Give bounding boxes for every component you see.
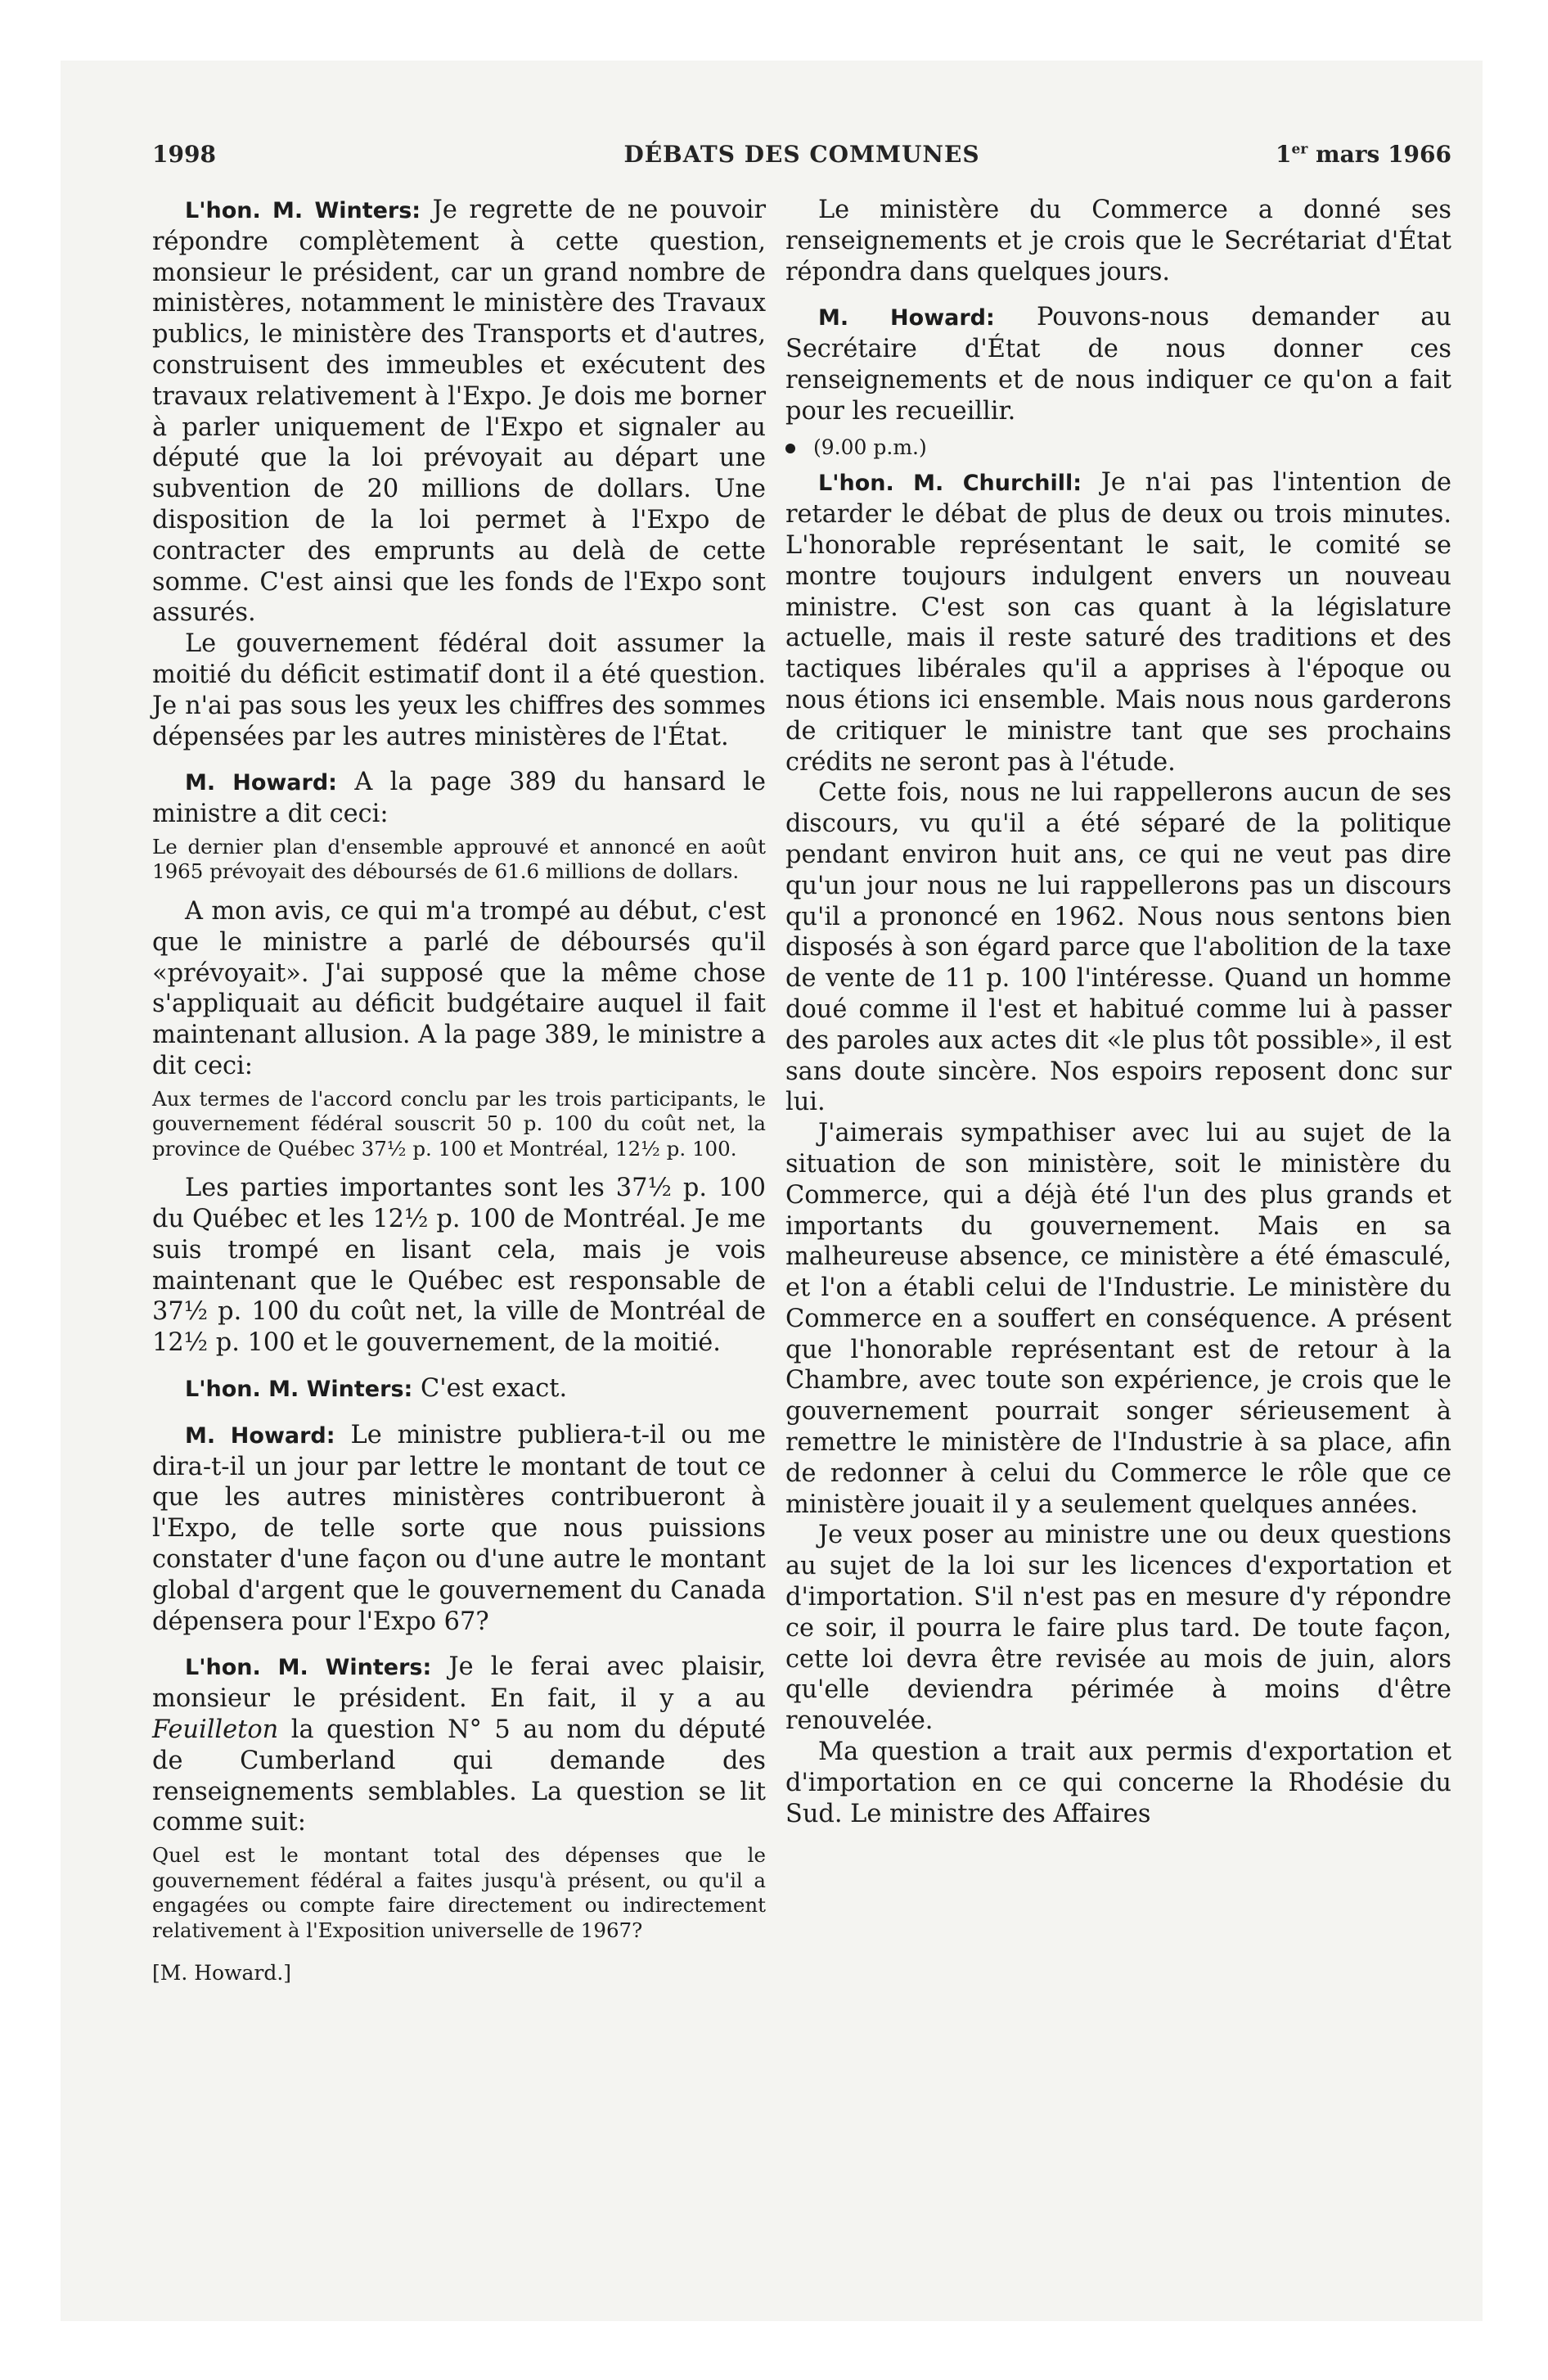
italic-title: Feuilleton	[152, 1715, 279, 1744]
speaker-name: L'hon. M. Winters:	[185, 1655, 432, 1681]
time-marker	[785, 432, 1451, 463]
paragraph: Les parties importantes sont les 37½ p. 100 du Québec et les 12½ p. 100 de Montréal. Je me suis trompé en lisant cela, mais je vois maintenant que le Québec est responsable de 37½ p. 100 du coût net, la ville de Montréal de 12½ p. 100 et le gouvernement, de la moitié.	[152, 1174, 766, 1358]
paragraph-text: la question N° 5 au nom du député de Cumberland qui demande des renseignements semblables. La question se lit comme suit:	[152, 1715, 766, 1837]
block-quote: Quel est le montant total des dépenses que le gouvernement fédéral a faites jusqu'à présent, ou qu'il a engagées ou compte faire directement ou indirectement relativement à l'Exposition universelle de 1967?	[152, 1843, 766, 1942]
paragraph: Ma question a trait aux permis d'exportation et d'importation en ce qui concerne la Rhodésie du Sud. Le ministre des Affaires	[785, 1738, 1451, 1828]
bullet-icon	[785, 444, 795, 453]
paragraph	[785, 467, 1451, 778]
speaker-name: L'hon. M. Winters:	[185, 1377, 413, 1402]
page-header	[152, 136, 1451, 175]
page-number: 1998	[152, 141, 216, 168]
paragraph: J'aimerais sympathiser avec lui au sujet de la situation de son ministère, soit le ministère du Commerce, qui a déjà été l'un des plus grands et importants du gouvernement. Mais en sa malheureuse absence, ce ministère a été émasculé, et l'on a établi celui de l'Industrie. Le ministère du Commerce en a souffert en conséquence. A présent que l'honorable représentant est de retour à la Chambre, avec toute son expérience, je crois que le gouvernement pourrait songer sérieusement à remettre le ministère de l'Industrie à sa place, afin de redonner à celui du Commerce le rôle que ce ministère jouait il y a seulement quelques années.	[785, 1119, 1451, 1519]
paragraph-text: Pouvons-nous demander au Secrétaire d'État de nous donner ces renseignements et de nous indiquer ce qu'on a fait pour les recueillir.	[785, 303, 1451, 426]
speaker-name: L'hon. M. Winters:	[185, 198, 421, 223]
left-column	[152, 195, 766, 2009]
paragraph: Le gouvernement fédéral doit assumer la moitié du déficit estimatif dont il a été question. Je n'ai pas sous les yeux les chiffres des sommes dépensées par les autres ministères de l'État.	[152, 629, 766, 751]
paragraph-text: Je n'ai pas l'intention de retarder le débat de plus de deux ou trois minutes. L'honorable représentant le sait, le comité se montre toujours indulgent envers un nouveau ministre. C'est son cas quant à la législature actuelle, mais il reste saturé des traditions et des tactiques libérales qu'il a apprises à l'époque ou nous étions ici ensemble. Mais nous nous garderons de critiquer le ministre tant que ses prochains crédits ne seront pas à l'étude.	[785, 468, 1451, 777]
paragraph: A mon avis, ce qui m'a trompé au début, c'est que le ministre a parlé de déboursés qu'il «prévoyait». J'ai supposé que la même chose s'appliquait au déficit budgétaire auquel il fait maintenant allusion. A la page 389, le ministre a dit ceci:	[152, 896, 766, 1080]
paragraph	[152, 1420, 766, 1638]
speaker-name: L'hon. M. Churchill:	[818, 471, 1082, 497]
speaker-name: M. Howard:	[185, 770, 337, 796]
paragraph: Le ministère du Commerce a donné ses renseignements et je crois que le Secrétariat d'État répondra dans quelques jours.	[785, 196, 1451, 286]
block-quote: Le dernier plan d'ensemble approuvé et annoncé en août 1965 prévoyait des déboursés de 61.6 millions de dollars.	[152, 834, 766, 884]
paragraph	[785, 302, 1451, 426]
paragraph-text: A la page 389 du hansard le ministre a dit ceci:	[152, 768, 766, 829]
paragraph	[152, 1652, 766, 1838]
paragraph-text: C'est exact.	[420, 1374, 568, 1403]
date-day: 1	[1276, 141, 1292, 168]
time-text: (9.00 p.m.)	[813, 435, 927, 459]
paragraph	[152, 195, 766, 629]
paragraph	[152, 1373, 766, 1405]
paragraph-text: Le ministre publiera-t-il ou me dira-t-il un jour par lettre le montant de tout ce que les autres ministères contribueront à l'Expo, de telle sorte que nous puissions constater d'une façon ou d'une autre le montant global d'argent que le gouvernement du Canada dépensera pour l'Expo 67?	[152, 1420, 767, 1636]
paragraph: Je veux poser au ministre une ou deux questions au sujet de la loi sur les licences d'exportation et d'importation. S'il n'est pas en mesure d'y répondre ce soir, il pourra le faire plus tard. De toute façon, cette loi devra être revisée au mois de juin, alors qu'elle deviendra périmée à moins d'être renouvelée.	[785, 1521, 1451, 1736]
issue-date	[1276, 141, 1451, 168]
paragraph: Cette fois, nous ne lui rappellerons aucun de ses discours, vu qu'il a été séparé de la politique pendant environ huit ans, ce qui ne veut pas dire qu'un jour nous ne lui rappellerons pas un discours qu'il a prononcé en 1962. Nous nous sentons bien disposés à son égard parce que l'abolition de la taxe de vente de 11 p. 100 l'intéresse. Quand un homme doué comme il l'est et habitué comme lui à passer des paroles aux actes dit «le plus tôt possible», il est sans doute sincère. Nos espoirs reposent donc sur lui.	[785, 778, 1451, 1117]
continuation-speaker: [M. Howard.]	[152, 1961, 292, 1986]
paragraph-text: Je regrette de ne pouvoir répondre complètement à cette question, monsieur le président, car un grand nombre de ministères, notamment le ministère des Travaux publics, le ministère des Transports et d'autres, construisent des immeubles et exécutent des travaux relativement à l'Expo. Je dois me borner à parler uniquement de l'Expo et signaler au député que la loi prévoyait au départ une subvention de 20 millions de dollars. Une disposition de la loi permet à l'Expo de contracter des emprunts au delà de cette somme. C'est ainsi que les fonds de l'Expo sont assurés.	[152, 196, 766, 628]
paragraph-text: Je le ferai avec plaisir, monsieur le président. En fait, il y a au	[152, 1652, 766, 1714]
date-month-year: mars 1966	[1316, 141, 1451, 168]
block-quote: Aux termes de l'accord conclu par les trois participants, le gouvernement fédéral souscrit 50 p. 100 du coût net, la province de Québec 37½ p. 100 et Montréal, 12½ p. 100.	[152, 1086, 766, 1161]
speaker-name: M. Howard:	[818, 305, 995, 331]
date-suffix: er	[1291, 141, 1308, 158]
paragraph	[152, 767, 766, 830]
speaker-name: M. Howard:	[185, 1422, 335, 1449]
right-column	[785, 195, 1451, 1829]
publication-title: DÉBATS DES COMMUNES	[623, 141, 980, 168]
